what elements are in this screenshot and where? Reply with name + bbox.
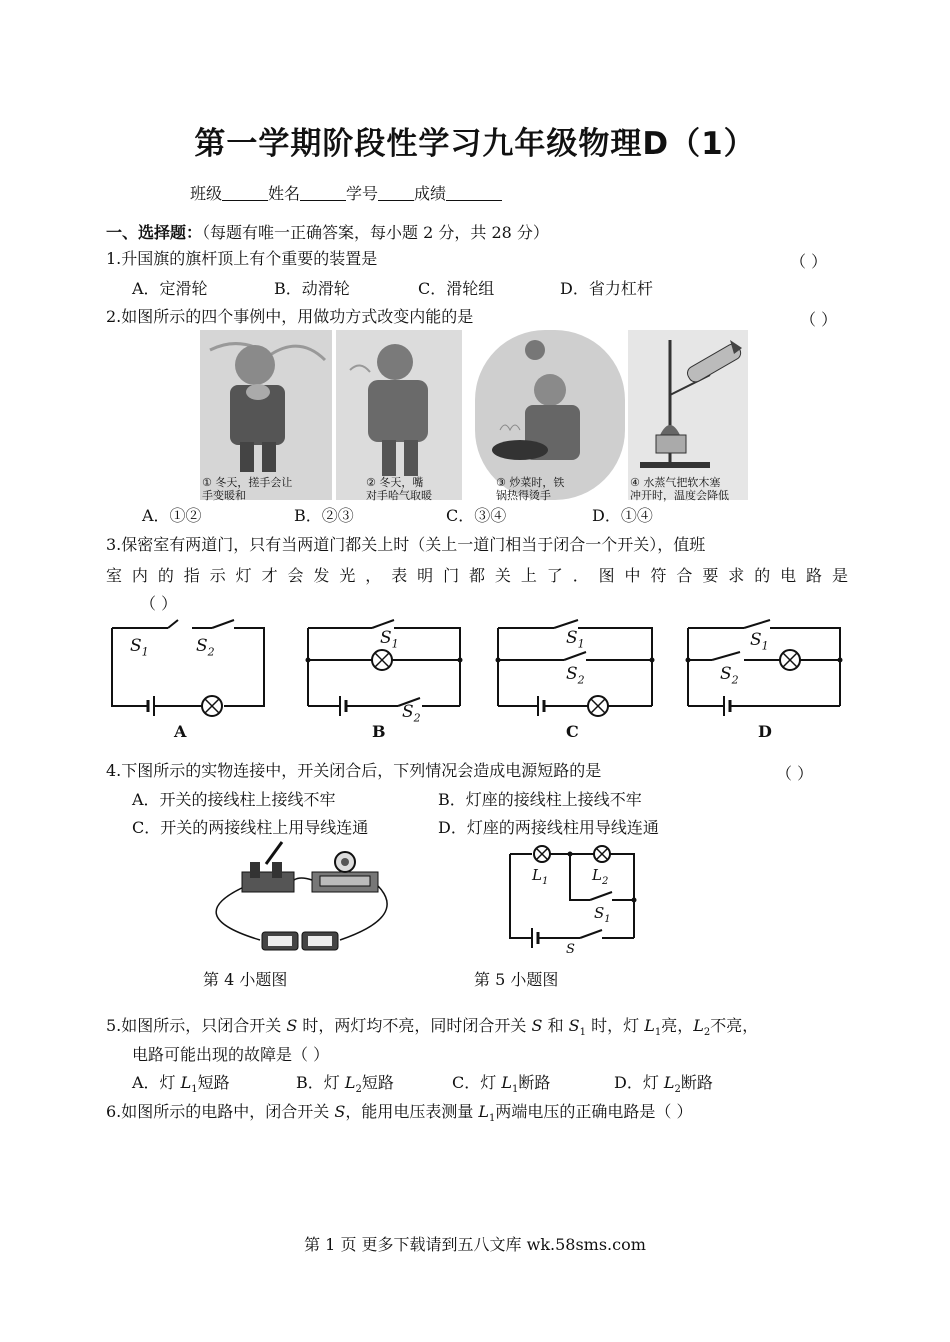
q3-answer-bracket[interactable]: （ ） <box>140 594 178 613</box>
q3-line-2: 室内的指示灯才会发光，表明门都关上了．图中符合要求的电路是 <box>106 566 848 585</box>
q3-b-s2-label: $S_2$ <box>402 702 421 725</box>
q2-illustration <box>200 330 748 500</box>
q5-fig-s1-label: $S_1$ <box>594 904 611 925</box>
number-blank[interactable] <box>378 186 414 201</box>
q4-physical-circuit-image <box>200 836 400 960</box>
q2-caption-2 <box>366 476 432 502</box>
q4-answer-bracket[interactable]: （ ） <box>776 764 814 783</box>
q4-option-c: C．开关的两接线柱上用导线连通 <box>132 818 369 837</box>
q3-a-s1-label: $S_1$ <box>130 636 149 659</box>
q2-option-a: A．①② <box>142 506 202 525</box>
q5-option-c: C．灯 $L_1$断路 <box>452 1073 551 1096</box>
q3-label-a: A <box>174 722 187 741</box>
section-title: 一、选择题： <box>106 223 203 242</box>
q1-stem: 1.升国旗的旗杆顶上有个重要的装置是 <box>106 249 378 268</box>
q3-c-s1-label: $S_1$ <box>566 628 585 651</box>
q2-option-c: C．③④ <box>446 506 507 525</box>
q1-answer-bracket[interactable]: （ ） <box>790 252 828 271</box>
q2-caption-3-line-2: 锅热得烫手 <box>496 489 551 502</box>
q5-option-b: B．灯 $L_2$短路 <box>296 1073 394 1096</box>
q3-a-s2-label: $S_2$ <box>196 636 215 659</box>
q1-option-c: C．滑轮组 <box>418 279 495 298</box>
score-blank[interactable] <box>446 186 502 201</box>
q2-caption-3-line-1: ③ 炒菜时，铁 <box>496 476 565 489</box>
q5-fig-l1-label: $L_1$ <box>532 866 549 887</box>
q2-caption-4 <box>630 476 729 502</box>
q2-caption-4-line-2: 冲开时，温度会降低 <box>630 489 729 502</box>
q3-line-1: 3.保密室有两道门，只有当两道门都关上时（关上一道门相当于闭合一个开关），值班 <box>106 535 706 554</box>
q3-d-s1-label: $S_1$ <box>750 630 769 653</box>
q3-circuit-a <box>108 614 268 750</box>
page-title: 第一学期阶段性学习九年级物理D（1） <box>194 126 756 162</box>
q2-caption-3 <box>496 476 564 502</box>
class-label: 班级 <box>190 184 223 203</box>
q3-b-s1-label: $S_1$ <box>380 628 399 651</box>
q5-fig-l2-label: $L_2$ <box>592 866 609 887</box>
q2-caption-2-line-2: 对手哈气取暖 <box>366 489 432 502</box>
q5-line-2: 电路可能出现的故障是（ ） <box>132 1045 330 1064</box>
q2-option-d: D．①④ <box>592 506 653 525</box>
q5-option-d: D．灯 $L_2$断路 <box>614 1073 713 1096</box>
q6-stem: 6.如图所示的电路中，闭合开关 S，能用电压表测量 $L_1$两端电压的正确电路是（ ） <box>106 1102 693 1125</box>
q2-caption-1-line-1: ① 冬天，搓手会让 <box>202 476 293 489</box>
q1-option-d: D．省力杠杆 <box>560 279 653 298</box>
q2-four-scenes-image <box>200 330 748 500</box>
q2-option-b: B．②③ <box>294 506 354 525</box>
section-heading <box>106 220 549 243</box>
q2-caption-1 <box>202 476 292 502</box>
q4-option-b: B．灯座的接线柱上接线不牢 <box>438 790 642 809</box>
name-blank[interactable] <box>300 186 346 201</box>
q5-figure-caption: 第 5 小题图 <box>474 970 559 989</box>
q1-option-b: B．动滑轮 <box>274 279 350 298</box>
page-footer: 第 1 页 更多下载请到五八文库 wk.58sms.com <box>304 1235 646 1254</box>
q5-figure <box>502 844 642 964</box>
q2-answer-bracket[interactable]: （ ） <box>800 310 838 329</box>
q4-figure-caption: 第 4 小题图 <box>203 970 288 989</box>
q4-figure <box>200 836 400 960</box>
q5-option-a: A．灯 $L_1$短路 <box>132 1073 230 1096</box>
name-label: 姓名 <box>268 184 301 203</box>
score-label: 成绩 <box>414 184 447 203</box>
q2-caption-2-line-1: ② 冬天，嘴 <box>366 476 424 489</box>
q5-line-1: 5.如图所示，只闭合开关 S 时，两灯均不亮，同时闭合开关 S 和 $S_1$ 时，灯 $L_1$亮，$L_2$不亮， <box>106 1016 759 1039</box>
q3-label-d: D <box>758 722 772 741</box>
q2-stem: 2.如图所示的四个事例中，用做功方式改变内能的是 <box>106 307 474 326</box>
q3-label-b: B <box>372 722 386 741</box>
q2-caption-1-line-2: 手变暖和 <box>202 489 246 502</box>
q3-circuit-a-diagram <box>108 614 268 746</box>
q5-fig-s-label: S <box>566 942 575 957</box>
q4-option-a: A．开关的接线柱上接线不牢 <box>132 790 336 809</box>
q1-option-a: A．定滑轮 <box>132 279 208 298</box>
student-info-line <box>190 181 502 204</box>
number-label: 学号 <box>346 184 379 203</box>
q3-circuit-d <box>684 614 848 750</box>
q3-circuit-c <box>494 614 658 750</box>
class-blank[interactable] <box>222 186 268 201</box>
q3-d-s2-label: $S_2$ <box>720 664 739 687</box>
q3-c-s2-label: $S_2$ <box>566 664 585 687</box>
q4-stem: 4.下图所示的实物连接中，开关闭合后，下列情况会造成电源短路的是 <box>106 761 602 780</box>
q2-caption-4-line-1: ④ 水蒸气把软木塞 <box>630 476 721 489</box>
q3-label-c: C <box>566 722 579 741</box>
q3-circuit-b <box>302 614 466 750</box>
q4-option-d: D．灯座的两接线柱用导线连通 <box>438 818 659 837</box>
section-note: （每题有唯一正确答案，每小题 2 分，共 28 分） <box>202 223 549 242</box>
